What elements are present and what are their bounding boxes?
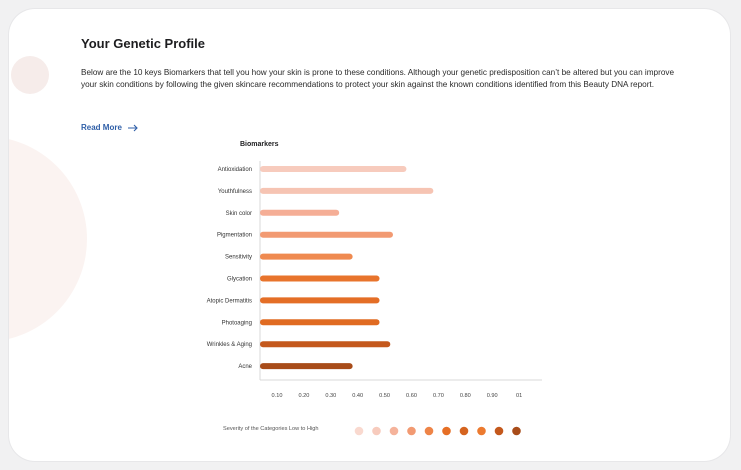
- category-label: Youthfulness: [217, 188, 252, 195]
- severity-dot: [355, 427, 364, 436]
- read-more-label: Read More: [81, 123, 122, 132]
- x-tick-label: 0.10: [271, 393, 283, 399]
- x-tick-label: 0.40: [352, 393, 364, 399]
- chart-title: Biomarkers: [240, 141, 279, 148]
- x-tick-label: 0.70: [432, 393, 444, 399]
- category-label: Wrinkles & Aging: [206, 342, 252, 349]
- x-tick-label: 01: [515, 393, 523, 399]
- x-tick-label: 0.80: [459, 393, 471, 399]
- category-label: Sensitivity: [224, 254, 252, 261]
- page-title: Your Genetic Profile: [81, 36, 206, 51]
- category-label: Antioxidation: [217, 167, 252, 173]
- severity-dot: [460, 427, 469, 436]
- category-label: Skin color: [225, 210, 252, 217]
- severity-dot: [407, 427, 416, 436]
- x-tick-label: 0.30: [325, 393, 337, 399]
- x-tick-label: 0.20: [298, 393, 310, 399]
- category-label: Pigmentation: [216, 232, 252, 239]
- severity-legend-label: Severity of the Categories Low to High: [223, 426, 319, 432]
- category-label: Photoaging: [221, 320, 252, 327]
- severity-dot: [495, 427, 504, 436]
- category-label: Glycation: [226, 276, 252, 283]
- severity-dot: [390, 427, 399, 436]
- x-tick-label: 0.50: [379, 393, 391, 399]
- x-tick-label: 0.90: [486, 393, 498, 399]
- category-label: Acne: [238, 364, 252, 371]
- severity-dot: [477, 427, 486, 436]
- severity-dot: [372, 427, 381, 436]
- profile-description: Below are the 10 keys Biomarkers that tell you how your skin is prone to these conditions. Although your genetic predisposition can’t be altered but you can improve your skin conditions by following the given skincare recommendations to protect your skin against the known conditions identified from this Beauty DNA report.: [81, 68, 675, 89]
- biomarkers-chart: [9, 9, 730, 461]
- x-tick-label: 0.60: [406, 393, 417, 399]
- severity-dot: [425, 427, 434, 436]
- severity-dot: [442, 427, 451, 436]
- genetic-profile-card: [9, 9, 730, 461]
- category-label: Atopic Dermatitis: [206, 298, 252, 305]
- severity-dot: [512, 427, 521, 436]
